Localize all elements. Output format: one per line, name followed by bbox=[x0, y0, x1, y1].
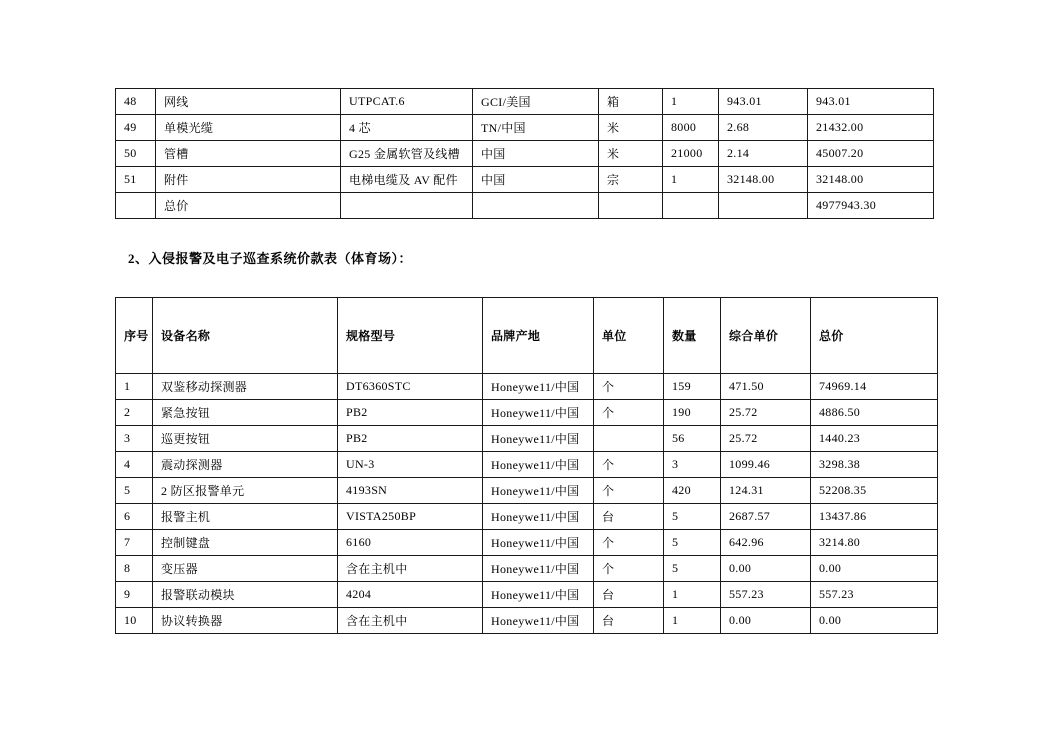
table-row bbox=[116, 504, 938, 530]
table-cell: Honeywe11/中国 bbox=[483, 374, 594, 400]
table-row bbox=[116, 141, 934, 167]
table-cell: 控制键盘 bbox=[153, 530, 338, 556]
table-cell: 190 bbox=[664, 400, 721, 426]
table-cell: 个 bbox=[594, 374, 664, 400]
table-cell bbox=[719, 193, 808, 219]
table-cell: 2687.57 bbox=[721, 504, 811, 530]
table-cell: 4 bbox=[116, 452, 153, 478]
table-cell: 3 bbox=[664, 452, 721, 478]
table-cell: 25.72 bbox=[721, 426, 811, 452]
table-cell: 个 bbox=[594, 400, 664, 426]
table-cell: Honeywe11/中国 bbox=[483, 400, 594, 426]
table-cell: 含在主机中 bbox=[338, 556, 483, 582]
table-cell: 0.00 bbox=[721, 556, 811, 582]
table-cell: 2 bbox=[116, 400, 153, 426]
table-cell: 6 bbox=[116, 504, 153, 530]
table-cell: 中国 bbox=[473, 167, 599, 193]
table-cell: 1440.23 bbox=[811, 426, 938, 452]
table-cell bbox=[663, 193, 719, 219]
table-cell: 米 bbox=[599, 115, 663, 141]
column-header: 单位 bbox=[594, 298, 664, 374]
table-cell: 双鉴移动探测器 bbox=[153, 374, 338, 400]
table-cell: 5 bbox=[664, 530, 721, 556]
table-cell: 5 bbox=[116, 478, 153, 504]
column-header: 序号 bbox=[116, 298, 153, 374]
price-table-continuation bbox=[115, 88, 934, 219]
table-cell: Honeywe11/中国 bbox=[483, 582, 594, 608]
intrusion-alarm-patrol-price-table bbox=[115, 297, 938, 634]
table-cell: 4 芯 bbox=[341, 115, 473, 141]
table-cell: 4193SN bbox=[338, 478, 483, 504]
table-cell: 震动探测器 bbox=[153, 452, 338, 478]
table-cell: 3214.80 bbox=[811, 530, 938, 556]
table-row bbox=[116, 400, 938, 426]
table-cell: 网线 bbox=[156, 89, 341, 115]
table-cell: 米 bbox=[599, 141, 663, 167]
table-cell: 74969.14 bbox=[811, 374, 938, 400]
table-cell: 1 bbox=[664, 582, 721, 608]
table-row bbox=[116, 582, 938, 608]
column-header: 总价 bbox=[811, 298, 938, 374]
table-cell: 50 bbox=[116, 141, 156, 167]
table-cell: 台 bbox=[594, 608, 664, 634]
table-cell: 1 bbox=[663, 167, 719, 193]
table-cell: Honeywe11/中国 bbox=[483, 452, 594, 478]
table-cell: 报警主机 bbox=[153, 504, 338, 530]
table-cell: 2 防区报警单元 bbox=[153, 478, 338, 504]
table-cell: 0.00 bbox=[811, 608, 938, 634]
table-header-row bbox=[116, 298, 938, 374]
table-cell: 8000 bbox=[663, 115, 719, 141]
table-cell: 25.72 bbox=[721, 400, 811, 426]
table-cell: 报警联动模块 bbox=[153, 582, 338, 608]
table-cell: 7 bbox=[116, 530, 153, 556]
table-cell: 1 bbox=[116, 374, 153, 400]
table-cell: Honeywe11/中国 bbox=[483, 530, 594, 556]
table-cell: 个 bbox=[594, 556, 664, 582]
table-cell: 13437.86 bbox=[811, 504, 938, 530]
table-cell: 48 bbox=[116, 89, 156, 115]
table-cell: TN/中国 bbox=[473, 115, 599, 141]
table-cell: 45007.20 bbox=[808, 141, 934, 167]
table-cell: Honeywe11/中国 bbox=[483, 504, 594, 530]
table-cell: 420 bbox=[664, 478, 721, 504]
table-cell: 变压器 bbox=[153, 556, 338, 582]
table-cell: Honeywe11/中国 bbox=[483, 478, 594, 504]
table-cell: Honeywe11/中国 bbox=[483, 426, 594, 452]
table-cell: 总价 bbox=[156, 193, 341, 219]
column-header: 设备名称 bbox=[153, 298, 338, 374]
table-cell: 含在主机中 bbox=[338, 608, 483, 634]
table-cell: 51 bbox=[116, 167, 156, 193]
table-cell: 1 bbox=[663, 89, 719, 115]
table2-body bbox=[116, 374, 938, 634]
table-row bbox=[116, 374, 938, 400]
table-cell: UN-3 bbox=[338, 452, 483, 478]
table-cell: 10 bbox=[116, 608, 153, 634]
table-cell: 1099.46 bbox=[721, 452, 811, 478]
table-cell bbox=[594, 426, 664, 452]
table-row bbox=[116, 478, 938, 504]
table-row bbox=[116, 608, 938, 634]
table-row bbox=[116, 89, 934, 115]
table-cell: 32148.00 bbox=[808, 167, 934, 193]
table-cell bbox=[116, 193, 156, 219]
table-cell: 巡更按钮 bbox=[153, 426, 338, 452]
table-cell: 协议转换器 bbox=[153, 608, 338, 634]
table-cell: 5 bbox=[664, 504, 721, 530]
table-cell: 2.14 bbox=[719, 141, 808, 167]
table-cell: 471.50 bbox=[721, 374, 811, 400]
table-cell: Honeywe11/中国 bbox=[483, 608, 594, 634]
table-cell: 个 bbox=[594, 530, 664, 556]
table-cell: DT6360STC bbox=[338, 374, 483, 400]
table-cell: 电梯电缆及 AV 配件 bbox=[341, 167, 473, 193]
table-cell: 宗 bbox=[599, 167, 663, 193]
table-cell: 3298.38 bbox=[811, 452, 938, 478]
table-cell bbox=[341, 193, 473, 219]
table-row bbox=[116, 115, 934, 141]
table-cell: 中国 bbox=[473, 141, 599, 167]
table-cell: GCI/美国 bbox=[473, 89, 599, 115]
column-header: 综合单价 bbox=[721, 298, 811, 374]
table-row bbox=[116, 193, 934, 219]
table-cell: 0.00 bbox=[721, 608, 811, 634]
table-cell: 个 bbox=[594, 452, 664, 478]
table-cell: 56 bbox=[664, 426, 721, 452]
table-cell: VISTA250BP bbox=[338, 504, 483, 530]
table-cell: 3 bbox=[116, 426, 153, 452]
table-row bbox=[116, 530, 938, 556]
table-cell: 557.23 bbox=[721, 582, 811, 608]
table-cell: 52208.35 bbox=[811, 478, 938, 504]
table-cell: PB2 bbox=[338, 400, 483, 426]
table-cell bbox=[599, 193, 663, 219]
table-cell: 1 bbox=[664, 608, 721, 634]
table-cell bbox=[473, 193, 599, 219]
table-cell: 单模光缆 bbox=[156, 115, 341, 141]
table-cell: 49 bbox=[116, 115, 156, 141]
table-row bbox=[116, 426, 938, 452]
table-cell: 159 bbox=[664, 374, 721, 400]
section-heading: 2、入侵报警及电子巡查系统价款表（体育场）： bbox=[128, 251, 413, 266]
column-header: 品牌产地 bbox=[483, 298, 594, 374]
table-cell: 9 bbox=[116, 582, 153, 608]
table-cell: 4886.50 bbox=[811, 400, 938, 426]
table-cell: 124.31 bbox=[721, 478, 811, 504]
table-cell: 21000 bbox=[663, 141, 719, 167]
table-cell: 32148.00 bbox=[719, 167, 808, 193]
table-cell: 台 bbox=[594, 582, 664, 608]
table-row bbox=[116, 556, 938, 582]
table-cell: 个 bbox=[594, 478, 664, 504]
table-cell: 2.68 bbox=[719, 115, 808, 141]
table-cell: 0.00 bbox=[811, 556, 938, 582]
column-header: 规格型号 bbox=[338, 298, 483, 374]
table-cell: PB2 bbox=[338, 426, 483, 452]
table-cell: 943.01 bbox=[719, 89, 808, 115]
table-cell: Honeywe11/中国 bbox=[483, 556, 594, 582]
table-cell: 管槽 bbox=[156, 141, 341, 167]
table-cell: 紧急按钮 bbox=[153, 400, 338, 426]
table-row bbox=[116, 452, 938, 478]
table-cell: 附件 bbox=[156, 167, 341, 193]
table-cell: 557.23 bbox=[811, 582, 938, 608]
table-cell: 台 bbox=[594, 504, 664, 530]
table-row bbox=[116, 167, 934, 193]
table-cell: 4204 bbox=[338, 582, 483, 608]
table-cell: 4977943.30 bbox=[808, 193, 934, 219]
table-cell: 943.01 bbox=[808, 89, 934, 115]
table-cell: 21432.00 bbox=[808, 115, 934, 141]
column-header: 数量 bbox=[664, 298, 721, 374]
table-cell: 6160 bbox=[338, 530, 483, 556]
table-cell: 8 bbox=[116, 556, 153, 582]
table-cell: 5 bbox=[664, 556, 721, 582]
table1-body bbox=[116, 89, 934, 219]
table-cell: G25 金属软管及线槽 bbox=[341, 141, 473, 167]
table2-header bbox=[116, 298, 938, 374]
table-cell: 箱 bbox=[599, 89, 663, 115]
table-cell: 642.96 bbox=[721, 530, 811, 556]
table-cell: UTPCAT.6 bbox=[341, 89, 473, 115]
